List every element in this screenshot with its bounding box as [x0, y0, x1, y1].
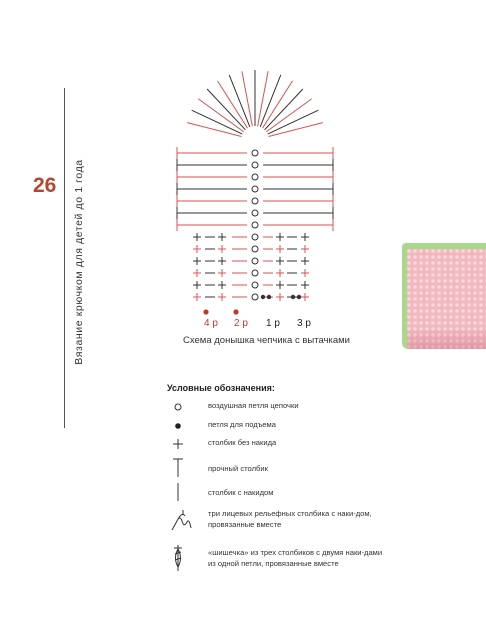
legend-text: столбик с накидом — [208, 488, 274, 497]
open-circle-icon — [170, 400, 190, 420]
chain-circle — [252, 174, 258, 180]
legend-text: три лицевых рельефных столбика с наки-дом, провязанные вместе — [208, 509, 372, 529]
t-stitch-icon — [170, 457, 190, 477]
legend-title: Условные обозначения: — [167, 383, 275, 393]
legend-text: воздушная петля цепочки — [208, 401, 299, 410]
chain-circle — [252, 246, 258, 252]
chain-circle — [252, 150, 258, 156]
page-number: 26 — [33, 174, 57, 197]
row-label: 2 р — [234, 318, 248, 329]
relief-stitch-icon — [170, 508, 190, 528]
legend-text: столбик без накида — [208, 438, 277, 447]
chain-circle — [252, 270, 258, 276]
fan-ray — [260, 75, 281, 127]
chain-circle — [252, 162, 258, 168]
legend-text: прочный столбик — [208, 464, 268, 473]
turning-dot — [267, 295, 271, 299]
fan-ray — [242, 71, 252, 126]
chain-circle — [252, 294, 258, 300]
turning-dot — [297, 295, 301, 299]
sidebar-rule — [64, 88, 65, 428]
diagram-svg — [160, 50, 360, 330]
fan-ray — [258, 71, 268, 126]
row-label: 4 р — [204, 318, 218, 329]
chain-circle — [252, 186, 258, 192]
chain-circle — [252, 210, 258, 216]
legend-text: «шишечка» из трех столбиков с двумя наки-дами из одной петли, провязанные вместе — [208, 548, 383, 568]
row-label: 1 р — [266, 318, 280, 329]
crochet-diagram — [160, 50, 360, 330]
filled-dot-icon — [170, 419, 190, 439]
fan-ray — [229, 75, 250, 127]
crochet-photo — [402, 243, 486, 349]
vertical-line-icon — [170, 481, 190, 501]
chain-circle — [252, 282, 258, 288]
row-label: 3 р — [297, 318, 311, 329]
chain-circle — [252, 258, 258, 264]
diagram-caption: Схема донышка чепчика с вытачками — [183, 335, 350, 346]
chain-circle — [252, 234, 258, 240]
legend-text: петля для подъема — [208, 420, 276, 429]
turning-dot — [261, 295, 265, 299]
bobble-icon — [170, 543, 190, 563]
row-label-dot — [203, 309, 208, 314]
plus-icon — [170, 437, 190, 457]
row-label-dot — [233, 309, 238, 314]
chain-circle — [252, 198, 258, 204]
running-head: Вязание крючком для детей до 1 года — [73, 159, 85, 365]
chain-circle — [252, 222, 258, 228]
turning-dot — [291, 295, 295, 299]
